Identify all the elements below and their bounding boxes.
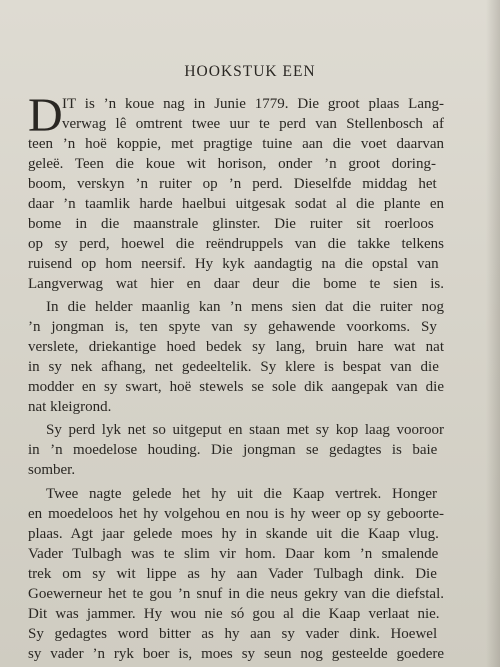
text-line-3: teen ’n hoë koppie, met pragtige tuine aan die voet daarvan: [28, 136, 444, 152]
text-line-16: nat kleigrond.: [28, 399, 112, 415]
text-line-13: verslete, driekantige hoed bedek sy lang, bruin hare wat nat: [28, 339, 444, 355]
text-line-4: geleë. Teen die koue wit horison, onder ’n groot doring-: [28, 156, 436, 172]
text-line-5: boom, verskyn ’n ruiter op ’n perd. Dieselfde middag het: [28, 176, 437, 192]
text-line-26: Dit was jammer. Hy wou nie só gou al die Kaap verlaat nie.: [28, 606, 440, 622]
text-line-23: Vader Tulbagh was te slim vir hom. Daar kom ’n smalende: [28, 546, 439, 562]
text-line-18: in ’n moedelose houding. Die jongman se gedagtes is baie: [28, 442, 438, 458]
text-line-2: verwag lê omtrent twee uur te perd van Stellenbosch af: [62, 116, 444, 132]
chapter-title: HOOKSTUK EEN: [184, 63, 316, 80]
text-line-22: plaas. Agt jaar gelede moes hy in skande uit die Kaap vlug.: [28, 526, 439, 542]
text-line-7: bome in die maanstrale glinster. Die ruiter sit roerloos: [28, 216, 434, 232]
text-line-19: somber.: [28, 462, 76, 478]
text-line-21: en moedeloos het hy volgehou en nou is hy weer op sy geboorte-: [28, 506, 444, 522]
text-line-11: In die helder maanlig kan ’n mens sien dat die ruiter nog: [46, 299, 444, 315]
text-line-28: sy vader ’n ryk boer is, moes sy seun nog gesteelde goedere: [28, 646, 444, 662]
text-line-14: in sy nek afhang, net gedeeltelik. Sy klere is bespat van die: [28, 359, 439, 375]
text-line-20: Twee nagte gelede het hy uit die Kaap vertrek. Honger: [46, 486, 437, 502]
page-edge-shadow: [486, 0, 500, 667]
text-line-15: modder en sy swart, hoë stewels se sole dik aangepak van die: [28, 379, 444, 395]
text-line-12: ’n jongman is, ten spyte van sy gehawende voorkoms. Sy: [28, 319, 437, 335]
text-line-25: Goewerneur het te gou ’n snuf in die neus gekry van die diefstal.: [28, 586, 444, 602]
drop-cap: D: [28, 89, 63, 142]
text-line-17: Sy perd lyk net so uitgeput en staan met sy kop laag vooroor: [46, 422, 444, 438]
text-line-10: Langverwag wat hier en daar deur die bome te sien is.: [28, 276, 444, 292]
text-line-6: daar ’n taamlik harde haelbui uitgesak sodat al die plante en: [28, 196, 444, 212]
text-line-9: ruisend op hom neersif. Hy kyk aandagtig na die opstal van: [28, 256, 439, 272]
text-line-27: Sy gedagtes word bitter as hy aan sy vader dink. Hoewel: [28, 626, 438, 642]
text-line-24: trek om sy wit lippe as hy aan Vader Tulbagh dink. Die: [28, 566, 437, 582]
text-line-1: IT is ’n koue nag in Junie 1779. Die groot plaas Lang-: [62, 96, 444, 112]
text-line-8: op sy perd, hoewel die reëndruppels van die takke telkens: [28, 236, 444, 252]
